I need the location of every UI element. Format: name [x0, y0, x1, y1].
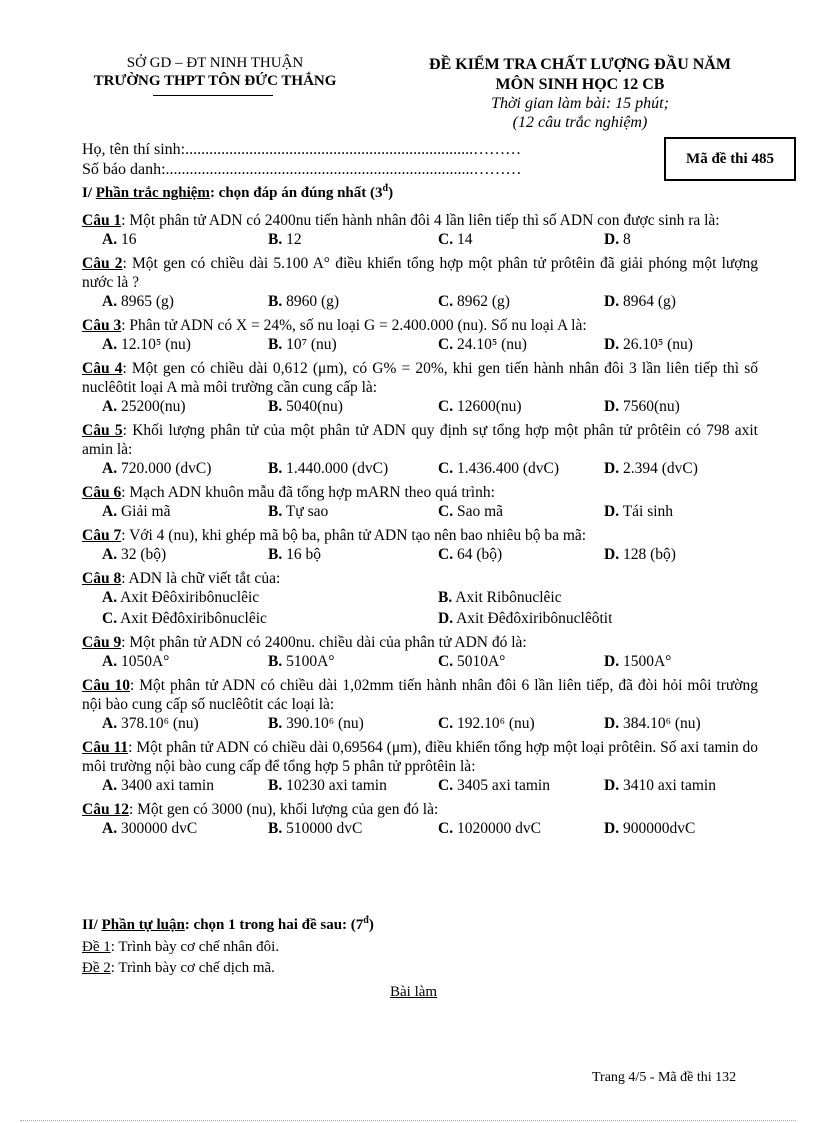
question-text: : Một phân tử ADN có 2400nu. chiều dài của phân tử ADN đó là:	[121, 634, 527, 651]
student-name-line: Họ, tên thí sinh:........................................................................………	[82, 141, 522, 158]
option-text: 7560(nu)	[622, 398, 680, 415]
option-letter: B.	[268, 777, 283, 794]
option-letter: C.	[438, 653, 454, 670]
option-text: 25200(nu)	[120, 398, 186, 415]
answer-option-c	[438, 293, 510, 311]
option-text: 16	[120, 231, 137, 248]
question-stem	[82, 211, 758, 230]
option-letter: C.	[438, 777, 454, 794]
student-id-line: Số báo danh:.............................................................................………	[82, 161, 522, 178]
answer-options-row	[82, 230, 758, 251]
answer-option-c	[438, 546, 502, 564]
answer-option-d	[438, 610, 612, 628]
option-letter: B.	[268, 546, 283, 563]
question-text: : Một phân tử ADN có 2400nu tiến hành nhân đôi 4 lần liên tiếp thì số ADN con được sinh ra là:	[121, 212, 720, 229]
option-text: 16 bộ	[286, 546, 321, 563]
answer-option-d	[604, 546, 676, 564]
subject-title: MÔN SINH HỌC 12 CB	[495, 76, 665, 93]
question-stem	[82, 633, 758, 652]
answer-options-row	[82, 459, 758, 480]
option-letter: C.	[438, 460, 454, 477]
question-text: : Phân tử ADN có X = 24%, số nu loại G = 2.400.000 (nu). Số nu loại A là:	[121, 317, 587, 334]
option-text: Axit Đêđôxiribônuclêôtit	[456, 610, 613, 627]
section-1-heading	[82, 185, 393, 202]
option-letter: C.	[438, 336, 454, 353]
question-stem	[82, 483, 758, 502]
option-text: 510000 dvC	[286, 820, 363, 837]
answer-option-b	[268, 653, 335, 671]
option-letter: B.	[438, 589, 453, 606]
answer-option-b	[438, 589, 562, 607]
answer-option-b	[268, 336, 337, 354]
answer-options-row	[82, 714, 758, 735]
question-9	[82, 633, 758, 673]
option-text: Axit Ribônuclêic	[455, 589, 562, 606]
question-text: : Một gen có chiều dài 5.100 A° điều khiển tổng hợp một phân tử prôtêin đã giải phóng một lượng nước là ?	[82, 255, 758, 291]
option-letter: A.	[102, 398, 118, 415]
option-letter: D.	[604, 653, 620, 670]
question-stem	[82, 254, 758, 292]
header-underline	[153, 95, 273, 96]
option-text: 1020000 dvC	[456, 820, 541, 837]
answer-option-b	[268, 293, 339, 311]
answer-options-row	[82, 545, 758, 566]
option-letter: D.	[604, 503, 620, 520]
answer-option-c	[102, 610, 267, 628]
answer-options-row	[82, 819, 758, 840]
answer-options-row	[82, 502, 758, 523]
answer-option-a	[102, 653, 169, 671]
answer-option-d	[604, 820, 695, 838]
answer-option-c	[438, 715, 535, 733]
answer-option-d	[604, 231, 631, 249]
option-text: 3410 axi tamin	[622, 777, 716, 794]
question-label: Câu 6	[82, 484, 122, 501]
option-text: 5040(nu)	[286, 398, 343, 415]
option-text: 900000dvC	[622, 820, 696, 837]
department-name: SỞ GD – ĐT NINH THUẬN	[126, 55, 304, 71]
option-letter: A.	[102, 715, 118, 732]
option-letter: D.	[604, 293, 620, 310]
question-6	[82, 483, 758, 523]
answer-option-b	[268, 715, 364, 733]
answer-option-b	[268, 503, 328, 521]
section-2-title: Phần tự luận	[101, 917, 185, 933]
option-letter: B.	[268, 293, 283, 310]
question-label: Câu 9	[82, 634, 122, 651]
essay-topic-2-text: : Trình bày cơ chế dịch mã.	[110, 960, 275, 976]
option-letter: D.	[604, 546, 620, 563]
option-text: 390.10⁶ (nu)	[286, 715, 364, 732]
section-1-title: Phần trắc nghiệm	[95, 185, 210, 201]
question-7	[82, 526, 758, 566]
section-2-points-unit: đ	[363, 915, 369, 926]
answer-option-a	[102, 336, 191, 354]
section-1-prefix: I/	[82, 185, 96, 201]
option-letter: D.	[604, 336, 620, 353]
answer-option-c	[438, 503, 503, 521]
option-letter: B.	[268, 460, 283, 477]
option-text: 128 (bộ)	[622, 546, 676, 563]
section-2-prefix: II/	[82, 917, 102, 933]
answer-option-d	[604, 460, 698, 478]
option-letter: A.	[102, 231, 118, 248]
option-text: 8964 (g)	[622, 293, 676, 310]
option-letter: B.	[268, 715, 283, 732]
option-text: 8962 (g)	[456, 293, 510, 310]
option-text: 5100A°	[286, 653, 335, 670]
answer-option-d	[604, 398, 680, 416]
question-4	[82, 359, 758, 418]
question-label: Câu 5	[82, 422, 123, 439]
answer-option-d	[604, 293, 676, 311]
question-list	[82, 211, 758, 843]
option-text: 24.10⁵ (nu)	[456, 336, 527, 353]
answer-option-d	[604, 777, 716, 795]
question-stem	[82, 569, 758, 588]
question-10	[82, 676, 758, 735]
question-text: : Khối lượng phân tử của một phân tử ADN quy định sự tổng hợp một phân tử prôtêin có 798 axit amin là:	[82, 422, 758, 458]
option-text: 12.10⁵ (nu)	[120, 336, 191, 353]
answer-option-c	[438, 398, 522, 416]
option-text: 10⁷ (nu)	[286, 336, 337, 353]
question-text: : Mạch ADN khuôn mẫu đã tổng hợp mARN theo quá trình:	[121, 484, 495, 501]
question-label: Câu 11	[82, 739, 129, 756]
option-letter: A.	[102, 777, 118, 794]
option-letter: A.	[102, 820, 118, 837]
question-8	[82, 569, 758, 630]
answer-options-row	[82, 652, 758, 673]
answer-option-a	[102, 715, 199, 733]
option-text: 26.10⁵ (nu)	[622, 336, 693, 353]
question-label: Câu 10	[82, 677, 130, 694]
essay-topic-1	[82, 939, 279, 956]
section-2-heading	[82, 917, 374, 934]
option-letter: B.	[268, 503, 283, 520]
option-text: 720.000 (dvC)	[120, 460, 212, 477]
question-text: : Một gen có 3000 (nu), khối lượng của gen đó là:	[128, 801, 439, 818]
answer-option-a	[102, 503, 170, 521]
answer-option-b	[268, 820, 362, 838]
question-11	[82, 738, 758, 797]
option-text: 8960 (g)	[286, 293, 340, 310]
answer-options-row	[82, 588, 758, 609]
question-label: Câu 12	[82, 801, 129, 818]
option-text: Tự sao	[285, 503, 329, 520]
option-text: 384.10⁶ (nu)	[622, 715, 701, 732]
answer-options-row	[82, 609, 758, 630]
answer-option-c	[438, 820, 541, 838]
option-text: 1500A°	[622, 653, 672, 670]
option-letter: D.	[438, 610, 454, 627]
essay-topic-1-label: Đề 1	[82, 939, 111, 955]
option-letter: A.	[102, 293, 118, 310]
question-stem	[82, 359, 758, 397]
school-name: TRƯỜNG THPT TÔN ĐỨC THẮNG	[93, 73, 337, 89]
option-text: 8965 (g)	[120, 293, 174, 310]
answer-option-c	[438, 653, 505, 671]
option-letter: D.	[604, 715, 620, 732]
exam-title: ĐỀ KIỂM TRA CHẤT LƯỢNG ĐẦU NĂM	[429, 56, 731, 73]
option-text: 2.394 (dvC)	[622, 460, 698, 477]
exam-time: Thời gian làm bài: 15 phút;	[491, 95, 669, 112]
answer-option-a	[102, 546, 166, 564]
answer-option-b	[268, 546, 321, 564]
question-1	[82, 211, 758, 251]
section-2-instruction: : chọn 1 trong hai đề sau: (7	[184, 917, 364, 933]
answer-option-c	[438, 777, 550, 795]
question-label: Câu 4	[82, 360, 123, 377]
option-letter: A.	[102, 589, 118, 606]
option-text: 64 (bộ)	[456, 546, 503, 563]
answer-option-a	[102, 589, 259, 607]
option-text: 1.436.400 (dvC)	[456, 460, 559, 477]
question-stem	[82, 800, 758, 819]
exam-code-box: Mã đề thi 485	[664, 137, 796, 181]
page-footer: Trang 4/5 - Mã đề thi 132	[592, 1070, 737, 1085]
option-text: 192.10⁶ (nu)	[456, 715, 535, 732]
answer-options-row	[82, 397, 758, 418]
answer-option-a	[102, 231, 136, 249]
answer-option-b	[268, 460, 388, 478]
option-text: 12600(nu)	[456, 398, 522, 415]
question-3	[82, 316, 758, 356]
question-2	[82, 254, 758, 313]
page-bottom-rule	[20, 1120, 796, 1121]
question-label: Câu 1	[82, 212, 122, 229]
section-2-close: )	[368, 917, 374, 933]
answer-option-d	[604, 336, 693, 354]
option-text: 14	[456, 231, 473, 248]
option-text: 10230 axi tamin	[286, 777, 387, 794]
option-letter: D.	[604, 777, 620, 794]
option-letter: C.	[438, 231, 454, 248]
option-text: Sao mã	[456, 503, 504, 520]
option-letter: A.	[102, 460, 118, 477]
essay-topic-1-text: : Trình bày cơ chế nhân đôi.	[110, 939, 280, 955]
answer-option-d	[604, 715, 701, 733]
section-1-instruction: : chọn đáp án đúng nhất (3	[209, 185, 383, 201]
question-stem	[82, 676, 758, 714]
answer-option-c	[438, 336, 527, 354]
answer-option-a	[102, 777, 214, 795]
question-stem	[82, 421, 758, 459]
option-text: 1.440.000 (dvC)	[286, 460, 389, 477]
essay-topic-2-label: Đề 2	[82, 960, 111, 976]
option-letter: C.	[438, 820, 454, 837]
answer-option-d	[604, 653, 671, 671]
option-letter: C.	[438, 715, 454, 732]
answer-option-a	[102, 398, 186, 416]
answer-option-c	[438, 231, 472, 249]
option-text: 3405 axi tamin	[456, 777, 550, 794]
answer-option-b	[268, 231, 302, 249]
option-text: 1050A°	[120, 653, 170, 670]
question-text: : Một gen có chiều dài 0,612 (μm), có G% = 20%, khi gen tiến hành nhân đôi 3 lần liên tiếp thì số nuclêôtit loại A mà môi trường cần cung cấp là:	[82, 360, 758, 396]
option-letter: C.	[438, 293, 454, 310]
option-letter: A.	[102, 653, 118, 670]
answer-option-d	[604, 503, 673, 521]
option-text: Giải mã	[120, 503, 171, 520]
question-text: : Một phân tử ADN có chiều dài 0,69564 (μm), điều khiển tổng hợp một loại prôtêin. Số axi tamin do môi trường nội bào cung cấp để tổng hợp 5 phân tử pprôtêin là:	[82, 739, 758, 775]
option-letter: C.	[438, 398, 454, 415]
option-letter: B.	[268, 398, 283, 415]
question-stem	[82, 738, 758, 776]
option-text: 378.10⁶ (nu)	[120, 715, 199, 732]
option-letter: B.	[268, 231, 283, 248]
answer-option-a	[102, 460, 211, 478]
section-1-points-unit: đ	[382, 183, 389, 194]
option-letter: C.	[438, 503, 454, 520]
question-text: : Một phân tử ADN có chiều dài 1,02mm tiến hành nhân đôi 6 lần liên tiếp, đã đòi hỏi môi trường nội bào cung cấp số nuclêôtit các loại là:	[82, 677, 758, 713]
option-letter: B.	[268, 820, 283, 837]
option-text: 32 (bộ)	[120, 546, 167, 563]
option-letter: C.	[438, 546, 454, 563]
option-text: 12	[286, 231, 302, 248]
answer-option-a	[102, 820, 197, 838]
option-text: 300000 dvC	[120, 820, 198, 837]
option-letter: A.	[102, 503, 118, 520]
option-text: 3400 axi tamin	[120, 777, 214, 794]
option-text: Axit Đêđôxiribônuclêic	[120, 610, 267, 627]
option-letter: D.	[604, 231, 620, 248]
question-label: Câu 8	[82, 570, 122, 587]
option-text: 8	[622, 231, 631, 248]
option-letter: D.	[604, 820, 620, 837]
question-text: : ADN là chữ viết tắt của:	[121, 570, 281, 587]
question-12	[82, 800, 758, 840]
question-label: Câu 3	[82, 317, 122, 334]
answer-option-b	[268, 777, 387, 795]
answer-heading: Bài làm	[390, 984, 438, 1000]
question-label: Câu 7	[82, 527, 122, 544]
question-label: Câu 2	[82, 255, 123, 272]
question-5	[82, 421, 758, 480]
option-letter: B.	[268, 653, 283, 670]
answer-options-row	[82, 335, 758, 356]
option-letter: D.	[604, 460, 620, 477]
option-text: Tái sinh	[622, 503, 674, 520]
option-letter: A.	[102, 336, 118, 353]
option-letter: D.	[604, 398, 620, 415]
option-text: 5010A°	[456, 653, 506, 670]
question-stem	[82, 526, 758, 545]
option-letter: C.	[102, 610, 118, 627]
section-1-close: )	[388, 185, 394, 201]
answer-option-c	[438, 460, 559, 478]
question-count: (12 câu trắc nghiệm)	[512, 114, 648, 131]
option-text: Axit Đêôxiribônuclêic	[120, 589, 260, 606]
essay-topic-2	[82, 960, 275, 977]
answer-option-b	[268, 398, 343, 416]
question-text: : Với 4 (nu), khi ghép mã bộ ba, phân tử ADN tạo nên bao nhiêu bộ ba mã:	[121, 527, 587, 544]
option-letter: B.	[268, 336, 283, 353]
question-stem	[82, 316, 758, 335]
answer-options-row	[82, 776, 758, 797]
answer-options-row	[82, 292, 758, 313]
option-letter: A.	[102, 546, 118, 563]
answer-option-a	[102, 293, 174, 311]
